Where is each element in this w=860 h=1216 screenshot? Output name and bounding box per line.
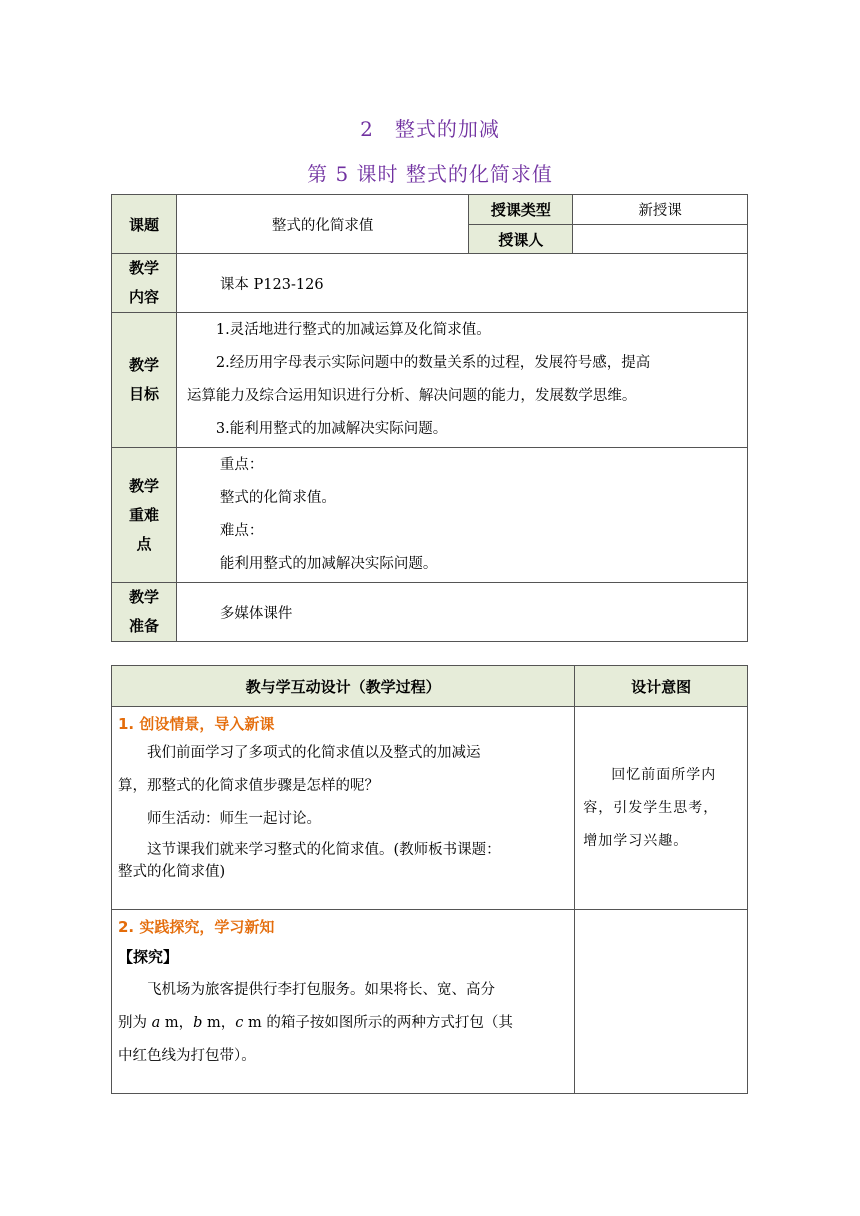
intent-line: 容，引发学生思考，	[583, 799, 719, 816]
teacher-label: 授课人	[469, 225, 573, 254]
key-points-label: 教学重难点	[112, 448, 177, 583]
prep-label: 教学准备	[112, 583, 177, 642]
goal-item: 2.经历用字母表示实际问题中的数量关系的过程，发展符号感，提高	[215, 355, 651, 371]
topic-value: 整式的化简求值	[176, 195, 469, 254]
section2-text: 别为 a m，b m，c m 的箱子按如图所示的两种方式打包（其	[118, 1015, 513, 1031]
goal-item: 运算能力及综合运用知识进行分析、解决问题的能力，发展数学思维。	[186, 388, 637, 404]
section1-heading: 1. 创设情景，导入新课	[118, 715, 275, 733]
lesson-type-value: 新授课	[573, 195, 748, 225]
lesson-type-label: 授课类型	[469, 195, 573, 225]
key-point-item: 重点：	[219, 457, 264, 473]
section1-text: 整式的化简求值)	[118, 864, 226, 880]
section1-text: 师生活动：师生一起讨论。	[147, 811, 321, 827]
key-points-cell	[176, 448, 747, 583]
intent-line: 增加学习兴趣。	[583, 832, 689, 849]
prep-value: 多媒体课件	[176, 583, 747, 642]
content-label: 教学内容	[112, 254, 177, 313]
intent-header: 设计意图	[575, 666, 748, 707]
key-point-item: 能利用整式的加减解决实际问题。	[219, 556, 438, 572]
goals-cell	[176, 313, 747, 448]
section2-heading: 2. 实践探究，学习新知	[118, 918, 275, 936]
topic-label: 课题	[112, 195, 177, 254]
key-point-item: 整式的化简求值。	[219, 490, 336, 506]
goal-item: 3.能利用整式的加减解决实际问题。	[215, 421, 448, 437]
section-title: 2 整式的加减	[360, 117, 500, 141]
teacher-value	[573, 225, 748, 254]
lesson-info-table	[111, 194, 748, 642]
section1-intent	[575, 707, 748, 910]
content-value: 课本 P123-126	[176, 254, 747, 313]
section1-text: 这节课我们就来学习整式的化简求值。(教师板书课题：	[147, 842, 501, 858]
goals-label: 教学目标	[112, 313, 177, 448]
section2-text: 飞机场为旅客提供行李打包服务。如果将长、宽、高分	[147, 982, 495, 998]
section1-cell	[112, 707, 575, 910]
section1-text: 我们前面学习了多项式的化简求值以及整式的加减运	[147, 745, 481, 761]
goal-item: 1.灵活地进行整式的加减运算及化简求值。	[215, 322, 491, 338]
section2-text: 中红色线为打包带）。	[118, 1048, 256, 1064]
section2-intent	[575, 910, 748, 1094]
process-header: 教与学互动设计（教学过程）	[112, 666, 575, 707]
explore-heading: 【探究】	[118, 948, 179, 966]
intent-line: 回忆前面所学内	[611, 766, 717, 783]
section1-text: 算，那整式的化简求值步骤是怎样的呢？	[118, 778, 379, 794]
key-point-item: 难点：	[219, 523, 264, 539]
section2-cell	[112, 910, 575, 1094]
lesson-title: 第 5 课时 整式的化简求值	[307, 162, 553, 186]
teaching-process-table	[111, 665, 748, 1094]
